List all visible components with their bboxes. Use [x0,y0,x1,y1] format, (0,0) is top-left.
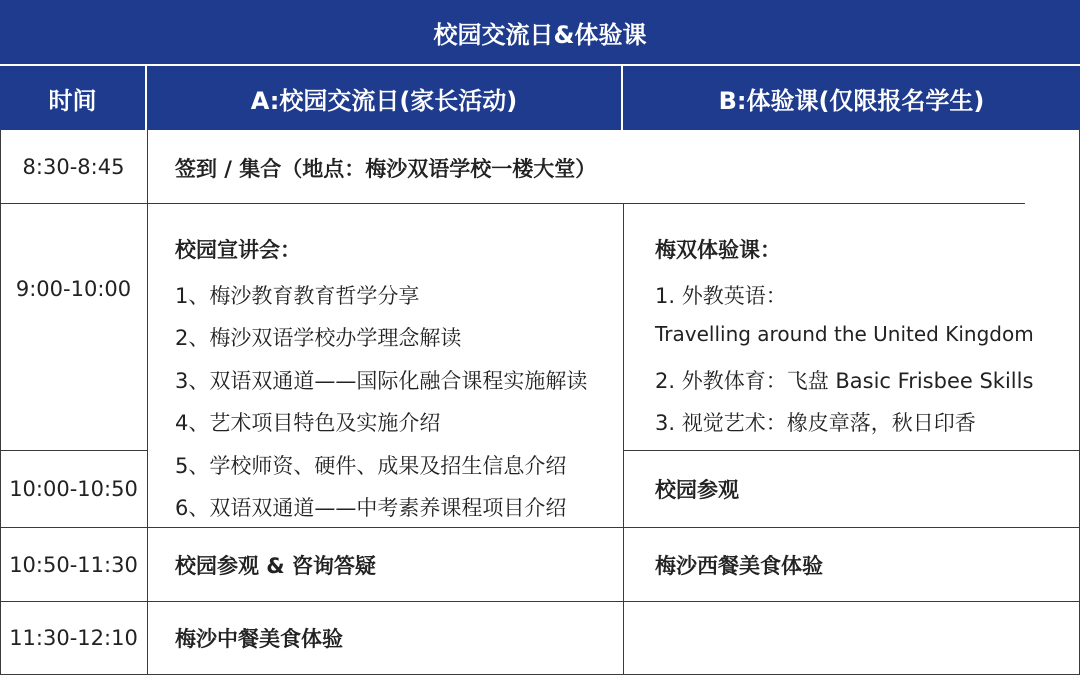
table-title: 校园交流日&体验课 [0,0,1080,66]
row-time: 9:00-10:00 [15,277,132,301]
trial-class-item: Travelling around the United Kingdom [655,322,1034,346]
row-time: 8:30-8:45 [22,155,125,179]
trial-class-item: 3. 视觉艺术：橡皮章落，秋日印香 [655,411,976,435]
grid-line [0,601,1080,602]
campus-talk-item: 2、梅沙双语学校办学理念解读 [175,326,462,350]
grid-line [0,203,1025,204]
row4-a-activity: 校园参观 & 咨询答疑 [175,554,376,578]
row-time: 11:30-12:10 [9,626,138,650]
grid-line [0,527,1080,528]
row5-a-activity: 梅沙中餐美食体验 [175,627,343,651]
header-time: 时间 [0,66,147,130]
row-time: 10:00-10:50 [9,477,138,501]
grid-line [147,130,148,675]
campus-talk-title: 校园宣讲会： [175,238,301,262]
campus-talk-item: 5、学校师资、硬件、成果及招生信息介绍 [175,454,567,478]
row3-b-activity: 校园参观 [655,478,739,502]
campus-talk-item: 6、双语双通道——中考素养课程项目介绍 [175,496,567,520]
campus-talk-item: 1、梅沙教育教育哲学分享 [175,284,420,308]
trial-class-title: 梅双体验课： [655,238,781,262]
table-header-row [0,66,1080,130]
campus-talk-item: 3、双语双通道——国际化融合课程实施解读 [175,369,588,393]
trial-class-item: 2. 外教体育：飞盘 Basic Frisbee Skills [655,369,1034,393]
row-time: 10:50-11:30 [9,552,138,577]
header-col-a: A:校园交流日(家长活动) [147,66,623,130]
trial-class-item: 1. 外教英语： [655,284,787,308]
row4-b-activity: 梅沙西餐美食体验 [655,554,823,578]
header-col-b: B:体验课(仅限报名学生) [718,86,985,115]
grid-line [623,450,1080,451]
campus-talk-item: 4、艺术项目特色及实施介绍 [175,411,441,435]
row1-activity: 签到 / 集合（地点：梅沙双语学校一楼大堂） [175,157,597,181]
grid-line [623,203,624,675]
